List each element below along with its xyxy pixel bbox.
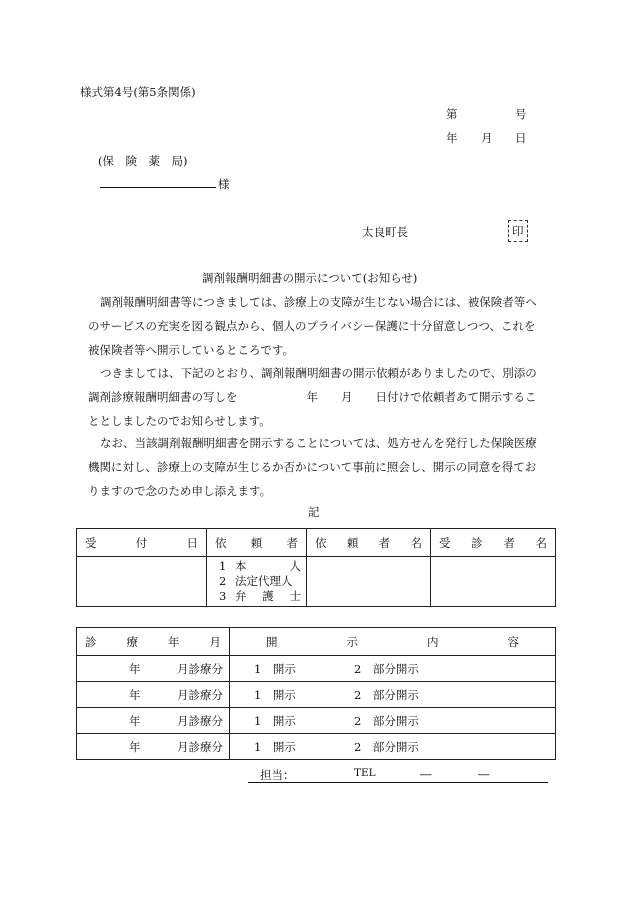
table-row: 年 月診療分 1 開示 2 部分開示	[77, 682, 556, 708]
number-suffix: 号	[515, 107, 527, 121]
header-patient-name: 受 診 者 名	[439, 535, 547, 550]
date-month: 月	[481, 131, 493, 145]
cell-requester-options[interactable]	[207, 557, 307, 607]
recipient-pharmacy: (保 険 薬 局)	[98, 154, 188, 168]
tel-label: TEL	[354, 767, 376, 779]
cell-patient-name[interactable]	[431, 557, 556, 607]
option-partial-disclose[interactable]: 2 部分開示	[354, 661, 419, 676]
tel-dash-1: ―	[420, 767, 432, 781]
sender-name: 太良町長	[362, 225, 408, 239]
option-self: 1 本 人	[219, 559, 301, 573]
header-requester: 依 頼 者	[215, 535, 298, 550]
date-year: 年	[446, 131, 458, 145]
paragraph-3: なお、当該調剤報酬明細書を開示することについては、処方せんを発行した保険医療 機関に対し、診療上の支障が生じるか否かについて事前に照会し、開示の同意を得てお りますので念のため申し添えます。	[88, 436, 537, 498]
tel-dash-2: ―	[478, 767, 490, 781]
paragraph-1: 調剤報酬明細書等につきましては、診療上の支障が生じない場合には、被保険者等へ のサービスの充実を図る観点から、個人のプライバシー保護に十分留意しつつ、これを 被保険者等へ開示しているところです。	[88, 295, 537, 357]
option-lawyer: 3 弁 護 士	[219, 589, 301, 603]
seal-stamp: 印	[508, 220, 528, 242]
option-partial-disclose[interactable]: 2 部分開示	[354, 739, 419, 754]
ki-marker: 記	[308, 505, 320, 519]
cell-received-date[interactable]	[77, 557, 207, 607]
option-partial-disclose[interactable]: 2 部分開示	[354, 687, 419, 702]
number-prefix: 第	[446, 107, 458, 121]
option-disclose[interactable]: 1 開示	[254, 661, 296, 676]
request-table	[76, 528, 556, 607]
form-label: 様式第4号(第5条関係)	[80, 85, 196, 99]
header-requester-name: 依 頼 者 名	[315, 535, 422, 550]
table-row: 年 月診療分 1 開示 2 部分開示	[77, 734, 556, 760]
table-row: 年 月診療分 1 開示 2 部分開示	[77, 708, 556, 734]
option-partial-disclose[interactable]: 2 部分開示	[354, 713, 419, 728]
cell-requester-name[interactable]	[307, 557, 431, 607]
document-title: 調剤報酬明細書の開示について(お知らせ)	[202, 271, 418, 285]
recipient-honorific: 様	[218, 177, 230, 191]
disclosure-table	[76, 627, 556, 760]
option-disclose[interactable]: 1 開示	[254, 687, 296, 702]
option-disclose[interactable]: 1 開示	[254, 713, 296, 728]
paragraph-2: つきましては、下記のとおり、調剤報酬明細書の開示依頼がありましたので、別添の 調剤診療報酬明細書の写しを 年 月 日付けで依頼者あて開示するこ ととしましたのでお知らせします。	[88, 366, 537, 428]
header-disclosure-content: 開 示 内 容	[266, 634, 519, 649]
contact-label: 担当：	[260, 768, 295, 782]
recipient-name-line	[100, 187, 216, 188]
option-disclose[interactable]: 1 開示	[254, 739, 296, 754]
date-day: 日	[515, 131, 527, 145]
header-received-date: 受 付 日	[85, 535, 198, 550]
header-treatment-month: 診 療 年 月	[85, 634, 221, 649]
option-legal-representative: 2 法定代理人	[219, 574, 293, 588]
table-row: 年 月診療分 1 開示 2 部分開示	[77, 656, 556, 682]
